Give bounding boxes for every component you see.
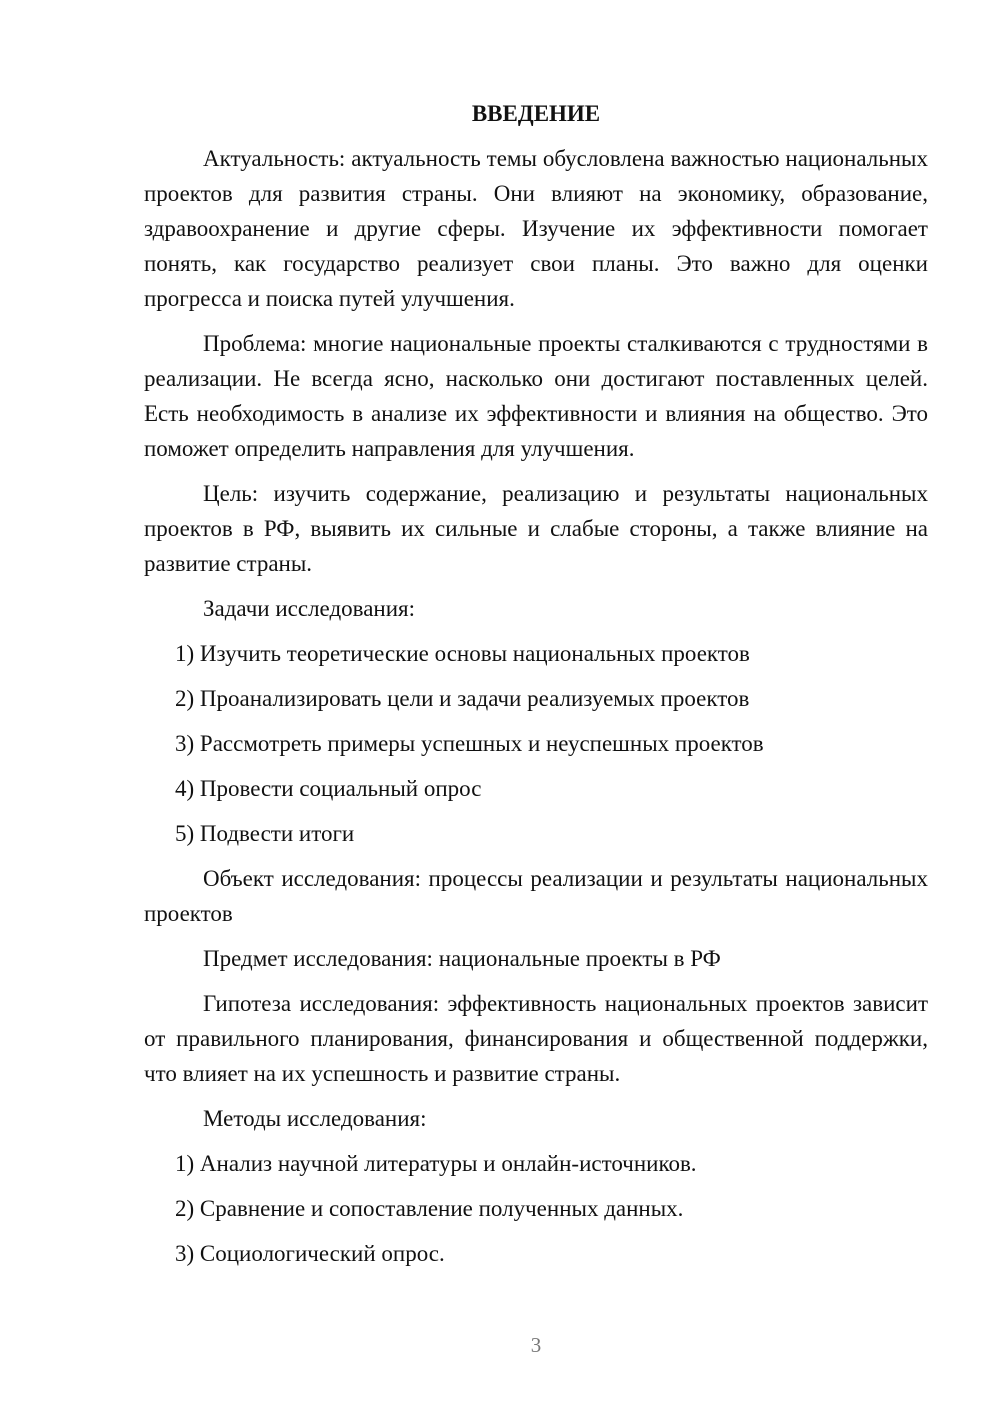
goal-paragraph: Цель: изучить содержание, реализацию и результаты национальных проектов в РФ, выявить их сильные и слабые стороны, а также влияние на развитие страны.: [144, 481, 928, 576]
section-heading: ВВЕДЕНИЕ: [471, 101, 601, 126]
method-item: 1) Анализ научной литературы и онлайн-источников.: [175, 1151, 697, 1176]
relevance-paragraph: Актуальность: актуальность темы обусловлена важностью национальных проектов для развития страны. Они влияют на экономику, образование, здравоохранение и другие сферы. Изучение их эффективности помогает понять, как государство реализует свои планы. Это важно для оценки прогресса и поиска путей улучшения.: [144, 146, 928, 311]
object-paragraph: Объект исследования: процессы реализации и результаты национальных проектов: [144, 866, 928, 926]
method-item: 3) Социологический опрос.: [175, 1241, 445, 1266]
page-content: [144, 96, 928, 1281]
method-item: 2) Сравнение и сопоставление полученных данных.: [175, 1196, 684, 1221]
task-item: 3) Рассмотреть примеры успешных и неуспешных проектов: [175, 731, 764, 756]
hypothesis-paragraph: Гипотеза исследования: эффективность национальных проектов зависит от правильного планирования, финансирования и общественной поддержки, что влияет на их успешность и развитие страны.: [144, 991, 928, 1086]
task-item: 1) Изучить теоретические основы национальных проектов: [175, 641, 750, 666]
methods-title: Методы исследования:: [203, 1106, 427, 1131]
problem-paragraph: Проблема: многие национальные проекты сталкиваются с трудностями в реализации. Не всегда ясно, насколько они достигают поставленных целей. Есть необходимость в анализе их эффективности и влияния на общество. Это поможет определить направления для улучшения.: [144, 331, 928, 461]
task-item: 2) Проанализировать цели и задачи реализуемых проектов: [175, 686, 750, 711]
subject-paragraph: Предмет исследования: национальные проекты в РФ: [203, 946, 721, 971]
page-number: 3: [530, 1333, 542, 1357]
task-item: 5) Подвести итоги: [175, 821, 355, 846]
task-item: 4) Провести социальный опрос: [175, 776, 482, 801]
tasks-title: Задачи исследования:: [203, 596, 416, 621]
